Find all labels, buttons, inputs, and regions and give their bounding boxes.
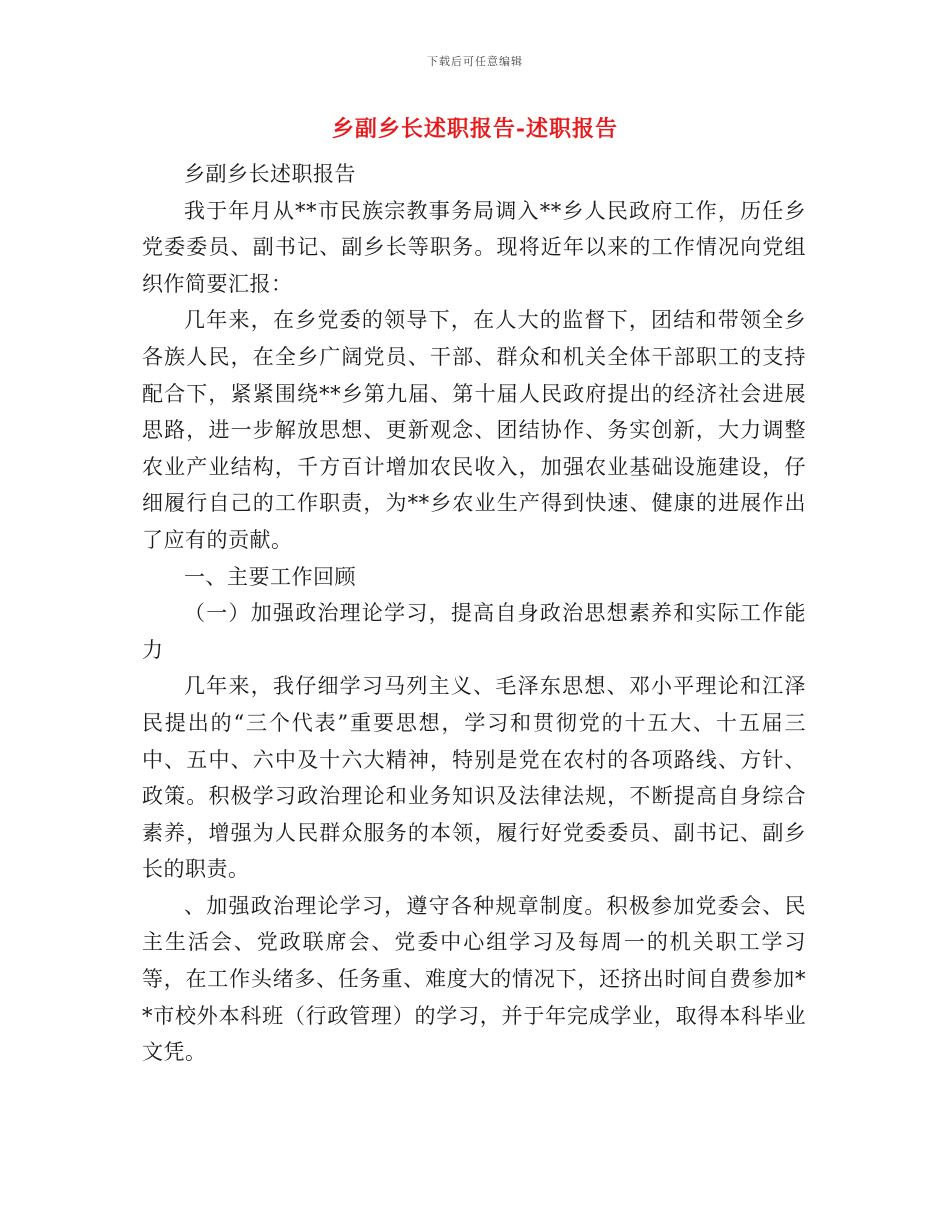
paragraph-study: 几年来，我仔细学习马列主义、毛泽东思想、邓小平理论和江泽民提出的“三个代表”重要思想，学习和贯彻党的十五大、十五届三中、五中、六中及十六大精神，特别是党在农村的各项路线、方针、政策。积极学习政治理论和业务知识及法律法规，不断提高自身综合素养，增强为人民群众服务的本领，履行好党委委员、副书记、副乡长的职责。 bbox=[142, 674, 806, 882]
document-title: 乡副乡长述职报告-述职报告 bbox=[331, 116, 619, 142]
paragraph-rules: 、加强政治理论学习，遵守各种规章制度。积极参加党委会、民主生活会、党政联席会、党委中心组学习及每周一的机关职工学习等，在工作头绪多、任务重、难度大的情况下，还挤出时间自费参加**市校外本科班（行政管理）的学习，并于年完成学业，取得本科毕业文凭。 bbox=[142, 893, 806, 1065]
header-note: 下载后可任意编辑 bbox=[427, 55, 523, 68]
section-heading: 一、主要工作回顾 bbox=[184, 564, 356, 589]
paragraph-subtitle: 乡副乡长述职报告 bbox=[184, 162, 356, 186]
paragraph-intro: 我于年月从**市民族宗教事务局调入**乡人民政府工作，历任乡党委委员、副书记、副乡长等职务。现将近年以来的工作情况向党组织作简要汇报： bbox=[142, 198, 806, 296]
paragraph-overview: 几年来，在乡党委的领导下，在人大的监督下，团结和带领全乡各族人民，在全乡广阔党员、干部、群众和机关全体干部职工的支持配合下，紧紧围绕**乡第九届、第十届人民政府提出的经济社会进展思路，进一步解放思想、更新观念、团结协作、务实创新，大力调整农业产业结构，千方百计增加农民收入，加强农业基础设施建设，仔细履行自己的工作职责，为**乡农业生产得到快速、健康的进展作出了应有的贡献。 bbox=[142, 308, 806, 552]
document-body bbox=[142, 156, 806, 1071]
subsection-heading: （一）加强政治理论学习，提高自身政治思想素养和实际工作能力 bbox=[142, 601, 806, 662]
